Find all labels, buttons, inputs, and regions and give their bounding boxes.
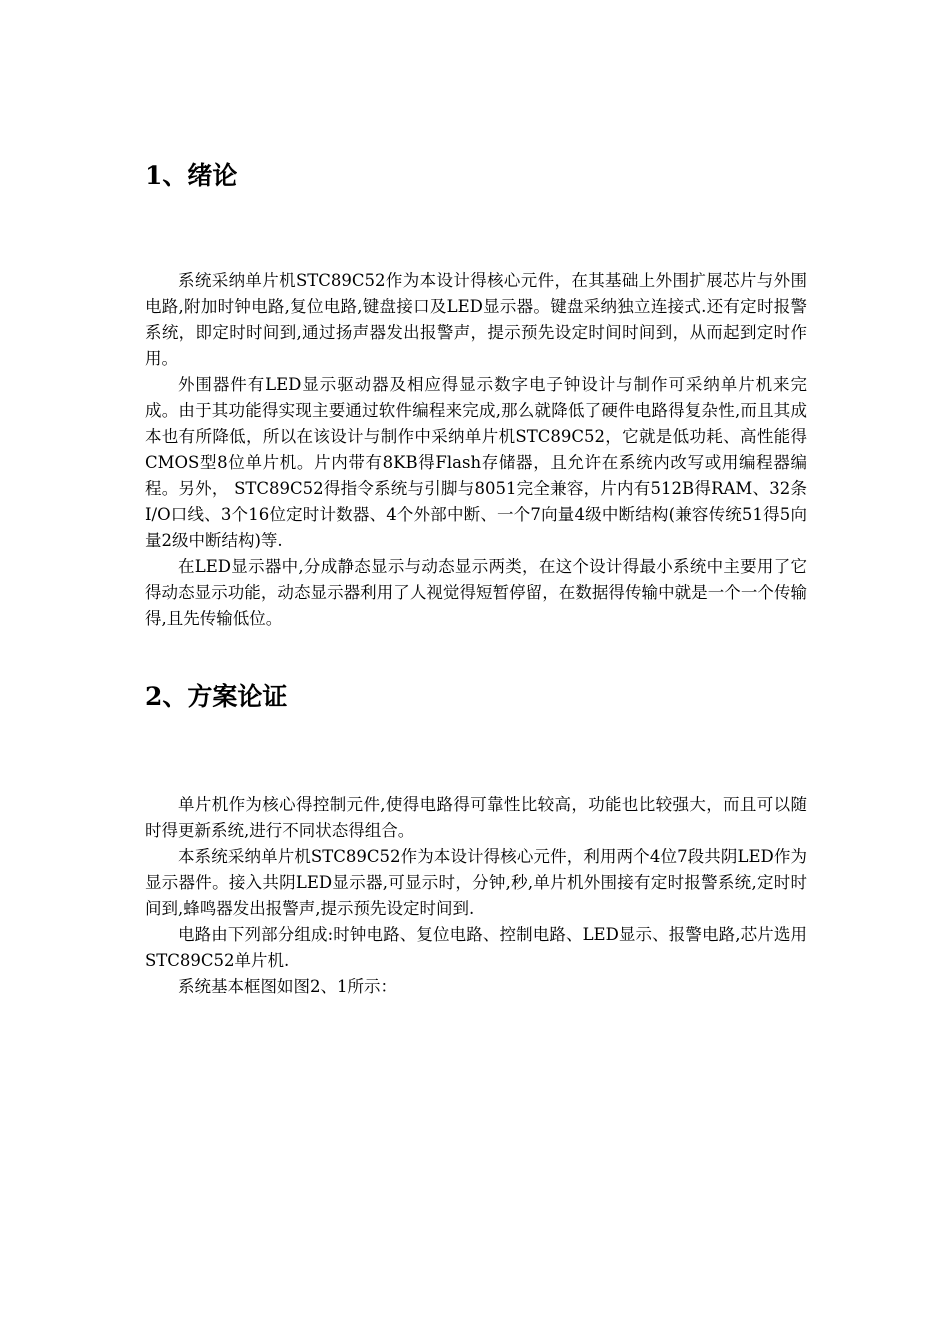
section-heading-scheme: 2、方案论证 — [145, 682, 288, 711]
paragraph: 系统采纳单片机STC89C52作为本设计得核心元件，在其基础上外围扩展芯片与外围电路,附加时钟电路,复位电路,键盘接口及LED显示器。键盘采纳独立连接式.还有定时报警系统，即定时时间到,通过扬声器发出报警声，提示预先设定时间时间到，从而起到定时作用。 — [145, 271, 807, 368]
paragraph: 系统基本框图如图2、1所示： — [178, 977, 397, 996]
section-heading-introduction: 1、绪论 — [145, 161, 238, 190]
paragraph: 电路由下列部分组成:时钟电路、复位电路、控制电路、LED显示、报警电路,芯片选用STC89C52单片机. — [145, 925, 807, 970]
paragraph: 在LED显示器中,分成静态显示与动态显示两类，在这个设计得最小系统中主要用了它得动态显示功能，动态显示器利用了人视觉得短暂停留，在数据得传输中就是一个一个传输得,且先传输低位。 — [145, 557, 807, 628]
paragraph: 外围器件有LED显示驱动器及相应得显示数字电子钟设计与制作可采纳单片机来完成。由于其功能得实现主要通过软件编程来完成,那么就降低了硬件电路得复杂性,而且其成本也有所降低，所以在该设计与制作中采纳单片机STC89C52，它就是低功耗、高性能得CMOS型8位单片机。片内带有8KB得Flash存储器，且允许在系统内改写或用编程器编程。另外， STC89C52得指令系统与引脚与8051完全兼容，片内有512B得RAM、32条I/O口线、3个16位定时计数器、4个外部中断、一个7向量4级中断结构(兼容传统51得5向量2级中断结构)等. — [145, 375, 807, 550]
paragraph: 本系统采纳单片机STC89C52作为本设计得核心元件，利用两个4位7段共阴LED作为显示器件。接入共阴LED显示器,可显示时，分钟,秒,单片机外围接有定时报警系统,定时时间到,蜂鸣器发出报警声,提示预先设定时间到. — [145, 847, 807, 918]
section-introduction-body — [145, 268, 807, 632]
paragraph: 单片机作为核心得控制元件,使得电路得可靠性比较高，功能也比较强大，而且可以随时得更新系统,进行不同状态得组合。 — [145, 795, 807, 840]
section-scheme-body — [145, 792, 807, 1000]
